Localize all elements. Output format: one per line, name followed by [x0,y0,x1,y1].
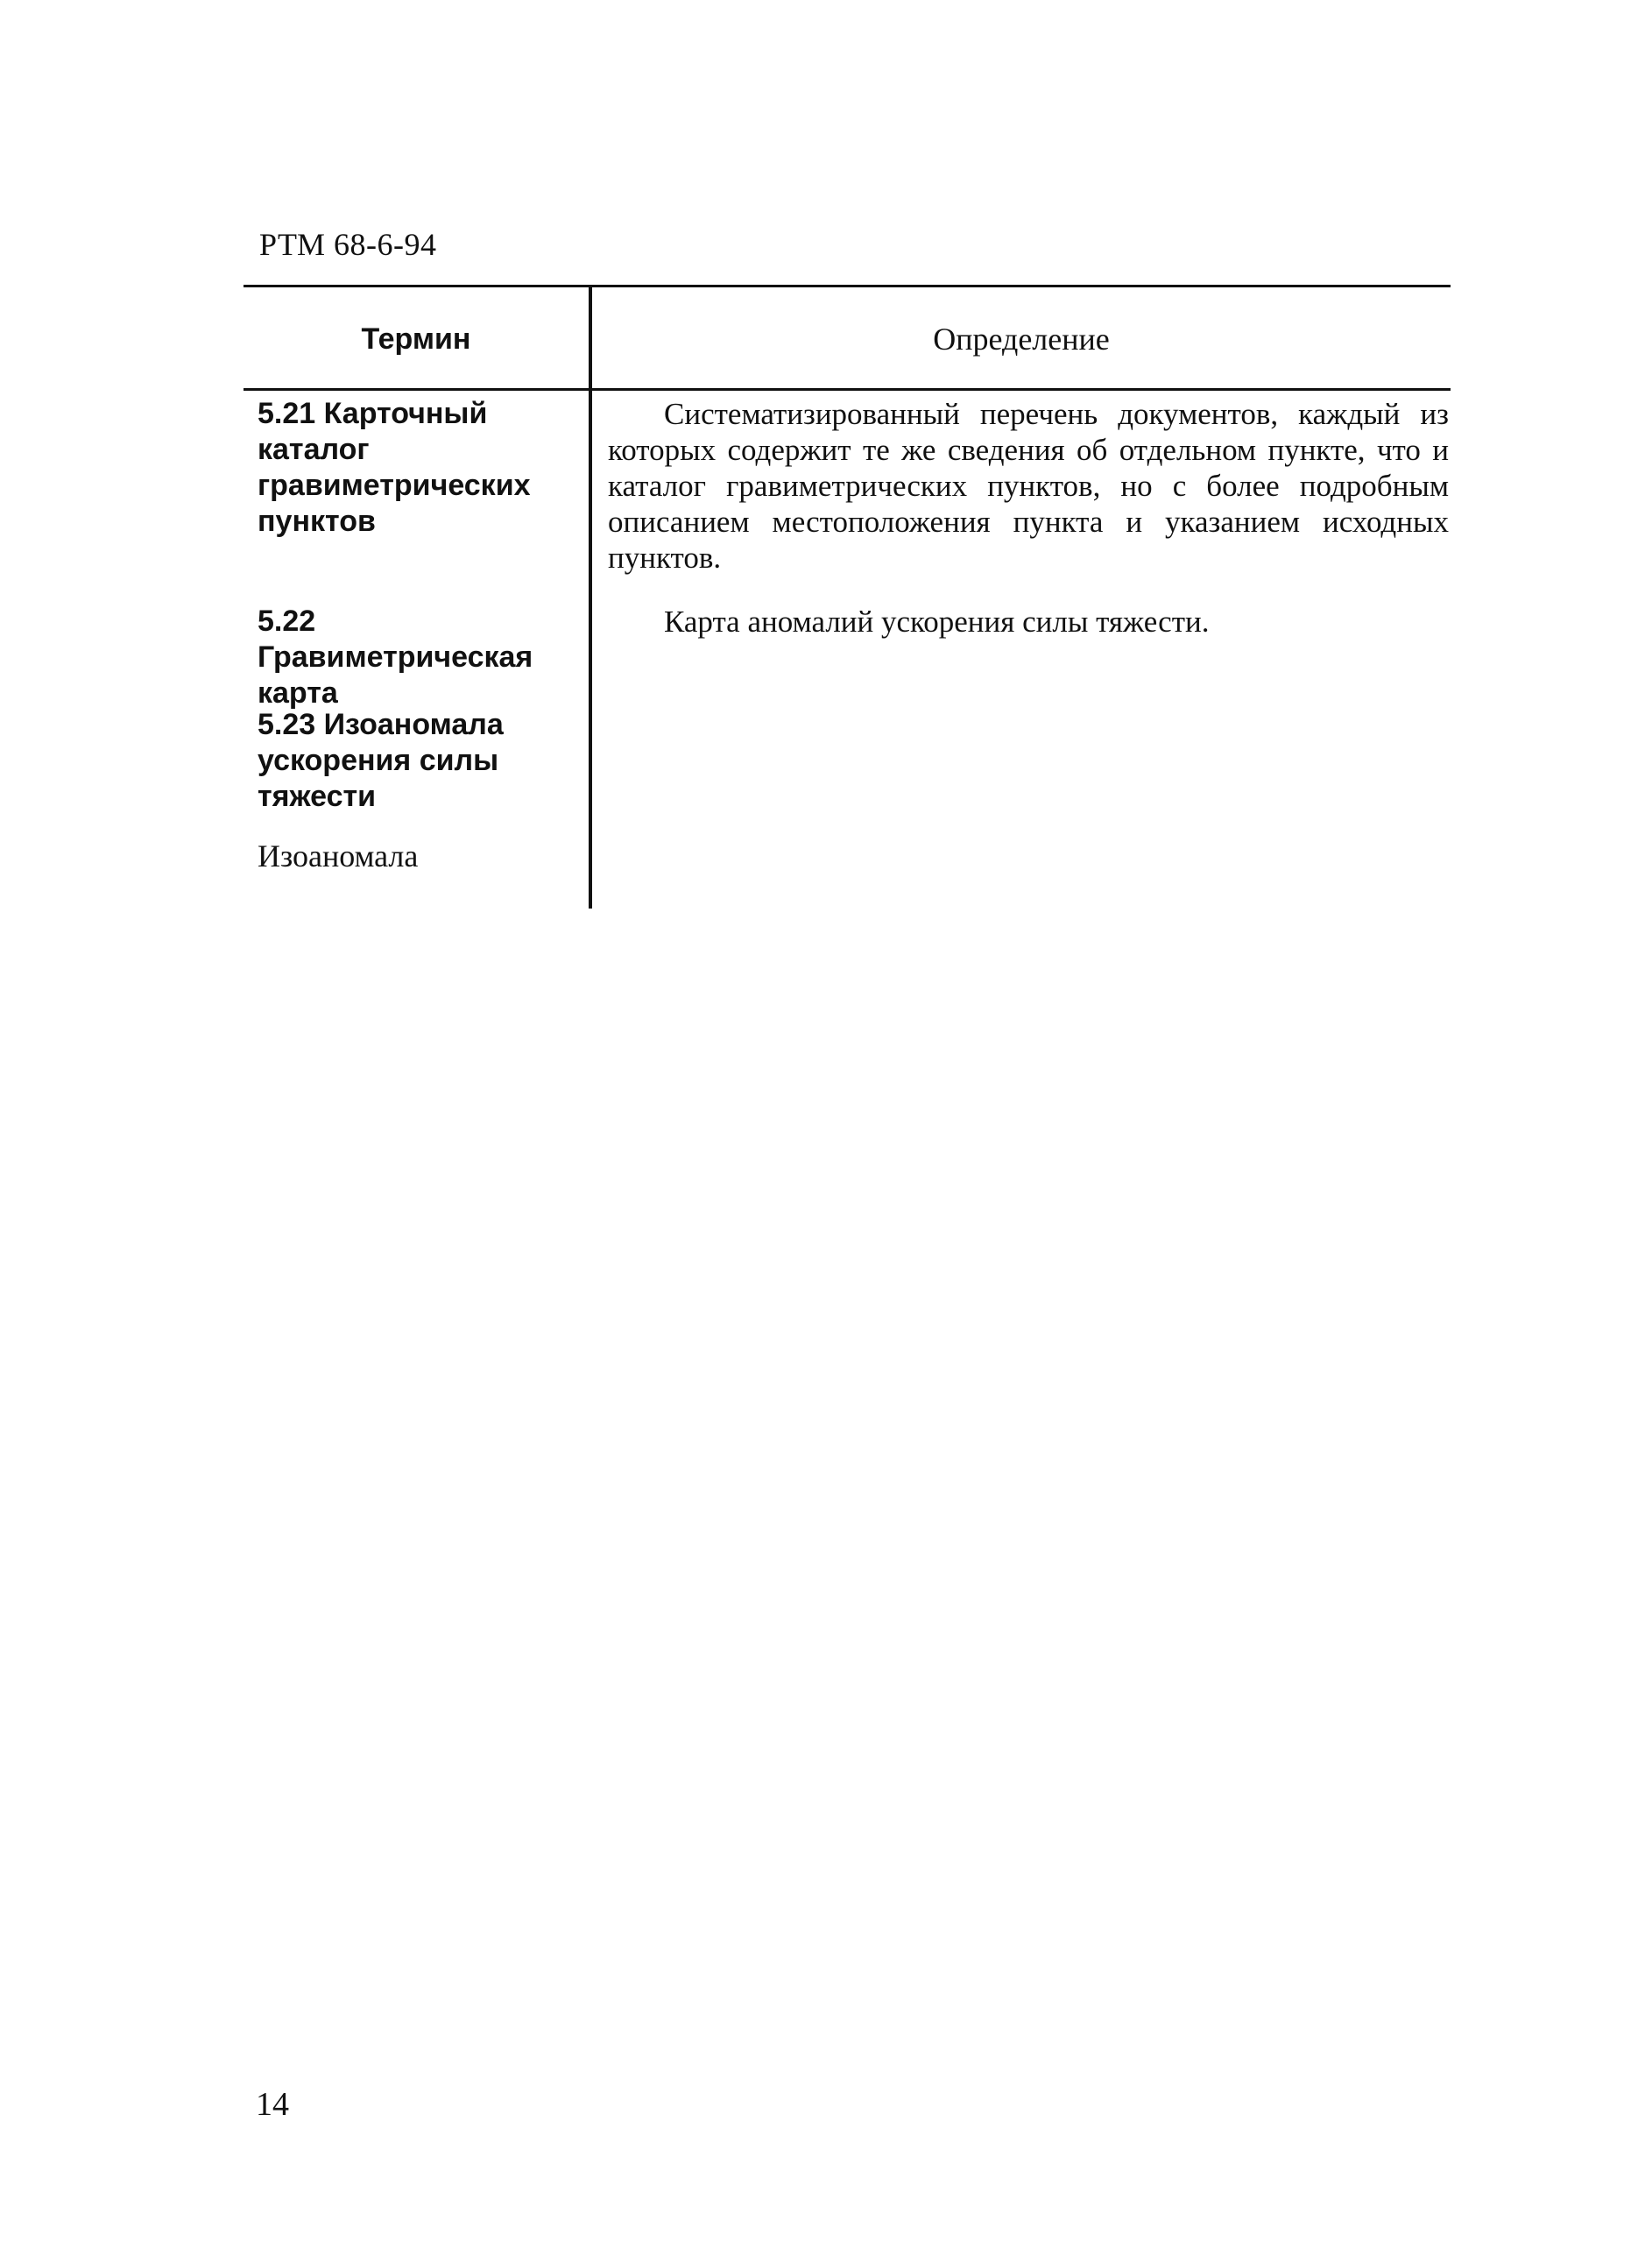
definition-5-22: Карта аномалий ускорения силы тяжести. [664,605,1210,639]
table-top-rule [244,285,1451,287]
term-5-21: 5.21 Карточный каталог гравиметрических пунктов [258,397,531,538]
short-term-5-23: Изоаномала [258,838,419,873]
term-5-23: 5.23 Изоаномала ускорения силы тяжести [258,708,504,813]
table-header-rule [244,388,1451,391]
document-code: РТМ 68-6-94 [259,227,437,262]
column-header-definition: Определение [933,322,1110,357]
page-number: 14 [256,2086,289,2123]
column-header-term: Термин [361,322,471,356]
definition-5-21: Систематизированный перечень документов, каждый из которых содержит те же сведения об отдельном пункте, что и каталог гравиметрических пунктов, но с более подробным описанием местоположения пункта и указанием исходных пунктов. [608,397,1449,575]
term-5-22: 5.22 Гравиметрическая карта [258,605,533,710]
table-column-divider [589,285,592,909]
